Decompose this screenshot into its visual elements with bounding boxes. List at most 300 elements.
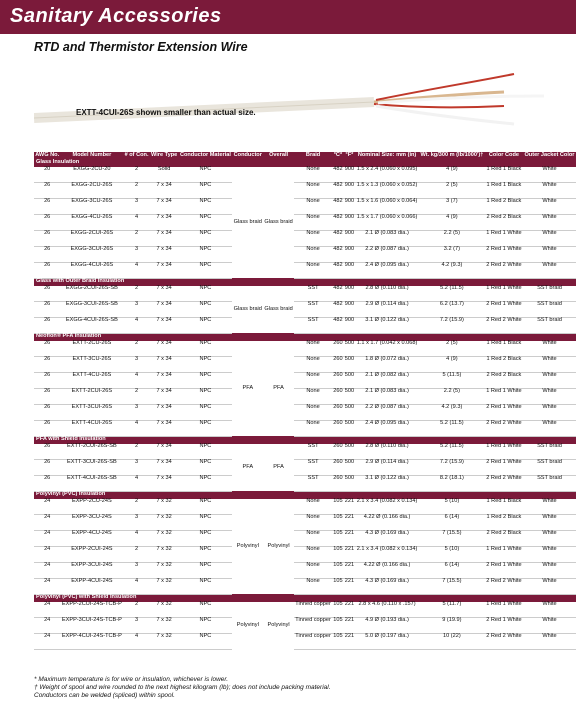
model-cell: EXTT-3CU-26S: [60, 356, 123, 372]
color-code-cell: 1 Red 1 White: [485, 546, 523, 562]
wire-type-cell: 7 x 34: [150, 317, 179, 333]
model-cell: EXGG-3CUI-26S: [60, 246, 123, 262]
jacket-color-cell: White: [523, 388, 576, 404]
braid-cell: Tinned copper: [294, 633, 332, 649]
awg-cell: 26: [34, 262, 60, 278]
footnotes: [34, 676, 574, 699]
weight-cell: 2.2 (5): [419, 388, 485, 404]
braid-cell: Tinned copper: [294, 602, 332, 618]
model-cell: EXPP-2CUI-24S: [60, 546, 123, 562]
size-cell: 2.2 Ø (0.087 dia.): [355, 404, 419, 420]
wire-type-cell: 7 x 34: [150, 404, 179, 420]
material-cell: NPC: [179, 475, 233, 491]
table-row: [34, 182, 576, 198]
braid-cell: SST: [294, 317, 332, 333]
temp-f-cell: 900: [344, 214, 356, 230]
table-row: [34, 633, 576, 649]
awg-cell: 24: [34, 546, 60, 562]
conductor-insulation-cell: Polyvinyl: [236, 542, 259, 549]
con-cell: 2: [123, 388, 149, 404]
wire-type-cell: 7 x 32: [150, 602, 179, 618]
table-row: [34, 341, 576, 357]
header-row: [34, 152, 576, 160]
temp-c-cell: 105: [332, 602, 344, 618]
temp-c-cell: 482: [332, 182, 344, 198]
awg-cell: 26: [34, 475, 60, 491]
column-header: Conductor Material: [179, 152, 231, 158]
braid-cell: None: [294, 356, 332, 372]
temp-f-cell: 900: [344, 317, 356, 333]
model-cell: EXTT-2CUI-26S: [60, 388, 123, 404]
con-cell: 4: [123, 633, 149, 649]
temp-c-cell: 105: [332, 562, 344, 578]
con-cell: 4: [123, 578, 149, 594]
weight-cell: 4.2 (9.3): [419, 404, 485, 420]
wire-type-cell: 7 x 34: [150, 198, 179, 214]
model-cell: EXTT-2CU-26S: [60, 341, 123, 357]
overall-insulation-cell: PFA: [263, 341, 294, 437]
braid-cell: None: [294, 246, 332, 262]
column-header: Color Code: [485, 152, 523, 160]
material-cell: NPC: [179, 214, 233, 230]
wire-type-cell: 7 x 34: [150, 214, 179, 230]
footnote: Conductors can be welded (spliced) within spool.: [34, 691, 175, 699]
material-cell: NPC: [179, 301, 233, 317]
model-cell: EXPP-3CU-24S: [60, 514, 123, 530]
jacket-color-cell: White: [523, 530, 576, 546]
braid-cell: None: [294, 230, 332, 246]
material-cell: NPC: [179, 356, 233, 372]
conductor-insulation-cell: PFA: [242, 463, 254, 470]
column-header: Overall: [263, 152, 294, 160]
awg-cell: 26: [34, 214, 60, 230]
temp-f-cell: 500: [344, 372, 356, 388]
wire-type-cell: 7 x 34: [150, 372, 179, 388]
footnote: * Maximum temperature is for wire or insulation, whichever is lower.: [34, 676, 229, 683]
wire-photo: [34, 58, 576, 150]
color-code-cell: 2 Red 2 Black: [485, 372, 523, 388]
jacket-color-cell: White: [523, 617, 576, 633]
weight-cell: 4.2 (9.3): [419, 262, 485, 278]
size-cell: 4.22 Ø (0.166 dia.): [355, 514, 419, 530]
jacket-color-cell: SST braid: [523, 475, 576, 491]
weight-cell: 5.2 (11.5): [419, 444, 485, 460]
braid-cell: None: [294, 198, 332, 214]
awg-cell: 24: [34, 602, 60, 618]
model-cell: EXGG-2CU-26S: [60, 182, 123, 198]
model-cell: EXPP-4CUI-24S: [60, 578, 123, 594]
table-row: [34, 167, 576, 183]
overall-insulation-cell: PFA: [273, 463, 284, 470]
weight-cell: 2.2 (5): [419, 230, 485, 246]
temp-c-cell: 482: [332, 317, 344, 333]
wire-type-cell: Solid: [150, 167, 179, 183]
temp-c-cell: 105: [332, 546, 344, 562]
braid-cell: SST: [294, 459, 332, 475]
temp-c-cell: 482: [332, 230, 344, 246]
size-cell: 3.1 Ø (0.122 dia.): [355, 317, 419, 333]
wire-type-cell: 7 x 34: [150, 356, 179, 372]
color-code-cell: 2 Red 2 White: [485, 262, 523, 278]
color-code-cell: 2 Red 2 White: [485, 578, 523, 594]
weight-cell: 5 (10): [419, 546, 485, 562]
weight-cell: 5.2 (11.5): [419, 286, 485, 302]
column-header: Wire Type: [150, 152, 178, 158]
size-cell: 4.22 Ø (0.166 dia.): [355, 562, 419, 578]
weight-cell: 2 (5): [419, 182, 485, 198]
braid-cell: None: [294, 530, 332, 546]
weight-cell: 5.2 (11.5): [419, 420, 485, 436]
material-cell: NPC: [179, 198, 233, 214]
table-row: [34, 356, 576, 372]
section-title: PFA with Shield Insulation: [34, 436, 576, 444]
color-code-cell: 1 Red 1 Black: [485, 499, 523, 515]
jacket-color-cell: White: [523, 602, 576, 618]
weight-cell: 4 (9): [419, 167, 485, 183]
material-cell: NPC: [179, 404, 233, 420]
temp-c-cell: 482: [332, 198, 344, 214]
awg-cell: 26: [34, 286, 60, 302]
con-cell: 4: [123, 372, 149, 388]
overall-insulation-cell: Polyvinyl: [263, 602, 294, 650]
model-cell: EXGG-2CUI-26S-SB: [60, 286, 123, 302]
awg-cell: 26: [34, 404, 60, 420]
weight-cell: 2 (5): [419, 341, 485, 357]
temp-c-cell: 105: [332, 514, 344, 530]
temp-c-cell: 482: [332, 286, 344, 302]
color-code-cell: 1 Red 2 Black: [485, 514, 523, 530]
table-row: [34, 475, 576, 491]
jacket-color-cell: White: [523, 262, 576, 278]
awg-cell: 26: [34, 198, 60, 214]
braid-cell: None: [294, 546, 332, 562]
table-row: [34, 578, 576, 594]
material-cell: NPC: [179, 633, 233, 649]
weight-cell: 7.2 (15.9): [419, 317, 485, 333]
weight-cell: 5 (10): [419, 499, 485, 515]
awg-cell: 26: [34, 317, 60, 333]
jacket-color-cell: White: [523, 499, 576, 515]
section-title: Neoflon® PFA Insulation: [34, 333, 576, 341]
wire-type-cell: 7 x 34: [150, 286, 179, 302]
awg-cell: 26: [34, 388, 60, 404]
temp-c-cell: 105: [332, 499, 344, 515]
model-cell: EXTT-4CUI-26S: [60, 420, 123, 436]
jacket-color-cell: White: [523, 578, 576, 594]
material-cell: NPC: [179, 499, 233, 515]
model-cell: EXPP-4CU-24S: [60, 530, 123, 546]
table-row: [34, 404, 576, 420]
model-cell: EXPP-4CUI-24S-TCB-P: [60, 633, 123, 649]
temp-f-cell: 221: [344, 499, 356, 515]
jacket-color-cell: White: [523, 633, 576, 649]
table-row: [34, 198, 576, 214]
con-cell: 2: [123, 444, 149, 460]
awg-cell: 20: [34, 167, 60, 183]
material-cell: NPC: [179, 246, 233, 262]
temp-f-cell: 500: [344, 356, 356, 372]
temp-f-cell: 221: [344, 514, 356, 530]
material-cell: NPC: [179, 546, 233, 562]
size-cell: 3.1 Ø (0.122 dia.): [355, 475, 419, 491]
conductor-insulation-cell: PFA: [232, 341, 263, 437]
temp-f-cell: 221: [344, 530, 356, 546]
braid-cell: None: [294, 341, 332, 357]
wire-illustration: [34, 58, 576, 150]
column-header: Nominal Size: mm (in): [355, 152, 419, 160]
size-cell: 2.8 x 4.6 (0.110 x .157): [355, 602, 419, 618]
size-cell: 4.3 Ø (0.169 dia.): [355, 578, 419, 594]
con-cell: 2: [123, 602, 149, 618]
con-cell: 2: [123, 167, 149, 183]
wire-type-cell: 7 x 34: [150, 246, 179, 262]
temp-c-cell: 105: [332, 617, 344, 633]
temp-c-cell: 260: [332, 444, 344, 460]
jacket-color-cell: SST braid: [523, 301, 576, 317]
braid-cell: None: [294, 562, 332, 578]
table-row: [34, 546, 576, 562]
wire-type-cell: 7 x 34: [150, 301, 179, 317]
model-cell: EXTT-2CUI-26S-SB: [60, 444, 123, 460]
wire-type-cell: 7 x 32: [150, 562, 179, 578]
table-row: [34, 459, 576, 475]
awg-cell: 26: [34, 444, 60, 460]
braid-cell: Tinned copper: [294, 617, 332, 633]
con-cell: 3: [123, 562, 149, 578]
material-cell: NPC: [179, 617, 233, 633]
temp-f-cell: 221: [344, 633, 356, 649]
con-cell: 2: [123, 341, 149, 357]
wire-type-cell: 7 x 32: [150, 546, 179, 562]
awg-cell: 26: [34, 372, 60, 388]
awg-cell: 24: [34, 633, 60, 649]
size-cell: 1.5 x 2.4 (0.060 x 0.095): [355, 167, 419, 183]
awg-cell: 26: [34, 230, 60, 246]
material-cell: NPC: [179, 530, 233, 546]
model-cell: EXTT-3CUI-26S: [60, 404, 123, 420]
weight-cell: 5 (11.5): [419, 372, 485, 388]
awg-cell: 24: [34, 530, 60, 546]
con-cell: 3: [123, 301, 149, 317]
banner-title: Sanitary Accessories: [10, 5, 222, 27]
overall-insulation-cell: Polyvinyl: [267, 542, 290, 549]
wire-type-cell: 7 x 32: [150, 514, 179, 530]
table-row: [34, 420, 576, 436]
model-cell: EXPP-3CUI-24S-TCB-P: [60, 617, 123, 633]
awg-cell: 26: [34, 420, 60, 436]
jacket-color-cell: White: [523, 198, 576, 214]
column-header: AWG No.: [35, 152, 60, 158]
braid-cell: SST: [294, 301, 332, 317]
jacket-color-cell: White: [523, 230, 576, 246]
size-cell: 4.3 Ø (0.169 dia.): [355, 530, 419, 546]
awg-cell: 26: [34, 182, 60, 198]
braid-cell: None: [294, 182, 332, 198]
wire-type-cell: 7 x 34: [150, 444, 179, 460]
temp-f-cell: 221: [344, 546, 356, 562]
weight-cell: 6.2 (13.7): [419, 301, 485, 317]
color-code-cell: 1 Red 1 White: [485, 286, 523, 302]
temp-c-cell: 260: [332, 475, 344, 491]
weight-cell: 3 (7): [419, 198, 485, 214]
temp-f-cell: 221: [344, 602, 356, 618]
color-code-cell: 1 Red 1 White: [485, 388, 523, 404]
wire-type-cell: 7 x 34: [150, 475, 179, 491]
column-header: Model Number: [60, 152, 123, 160]
temp-f-cell: 500: [344, 404, 356, 420]
wire-type-cell: 7 x 34: [150, 420, 179, 436]
temp-f-cell: 500: [344, 420, 356, 436]
wire-type-cell: 7 x 34: [150, 459, 179, 475]
con-cell: 2: [123, 499, 149, 515]
overall-insulation-cell: Glass braid: [263, 286, 294, 334]
material-cell: NPC: [179, 459, 233, 475]
con-cell: 3: [123, 459, 149, 475]
section-title: Glass Insulation: [34, 160, 576, 167]
braid-cell: None: [294, 499, 332, 515]
size-cell: 1.8 Ø (0.072 dia.): [355, 356, 419, 372]
color-code-cell: 2 Red 1 White: [485, 617, 523, 633]
color-code-cell: 1 Red 2 Black: [485, 356, 523, 372]
table-row: [34, 602, 576, 618]
color-code-cell: 1 Red 2 Black: [485, 198, 523, 214]
temp-c-cell: 260: [332, 459, 344, 475]
table-row: [34, 230, 576, 246]
size-cell: 1.5 x 1.7 (0.060 x 0.066): [355, 214, 419, 230]
con-cell: 2: [123, 546, 149, 562]
color-code-cell: 2 Red 1 White: [485, 404, 523, 420]
awg-cell: 24: [34, 514, 60, 530]
temp-c-cell: 260: [332, 388, 344, 404]
material-cell: NPC: [179, 420, 233, 436]
temp-f-cell: 900: [344, 167, 356, 183]
temp-f-cell: 900: [344, 230, 356, 246]
size-cell: 2.1 x 3.4 (0.082 x 0.134): [355, 546, 419, 562]
table-row: [34, 372, 576, 388]
model-cell: EXGG-2CUI-26S: [60, 230, 123, 246]
weight-cell: 8.2 (18.1): [419, 475, 485, 491]
jacket-color-cell: SST braid: [523, 459, 576, 475]
section-title: Polyvinyl (PVC) with Shield Insulation: [34, 594, 576, 602]
material-cell: NPC: [179, 444, 233, 460]
temp-c-cell: 482: [332, 214, 344, 230]
size-cell: 1.1 x 1.7 (0.042 x 0.068): [355, 341, 419, 357]
wire-type-cell: 7 x 32: [150, 617, 179, 633]
temp-c-cell: 105: [332, 578, 344, 594]
table-row: [34, 286, 576, 302]
temp-f-cell: 500: [344, 444, 356, 460]
temp-f-cell: 500: [344, 475, 356, 491]
color-code-cell: 2 Red 2 White: [485, 475, 523, 491]
photo-caption: EXTT-4CUI-26S shown smaller than actual size.: [76, 108, 256, 117]
color-code-cell: 2 Red 2 White: [485, 420, 523, 436]
color-code-cell: 1 Red 1 Black: [485, 341, 523, 357]
wire-type-cell: 7 x 32: [150, 499, 179, 515]
temp-c-cell: 260: [332, 372, 344, 388]
temp-f-cell: 500: [344, 388, 356, 404]
braid-cell: None: [294, 167, 332, 183]
column-header: Wt. kg/300 m (lb/1000')†: [420, 152, 484, 158]
model-cell: EXGG-3CUI-26S-SB: [60, 301, 123, 317]
jacket-color-cell: White: [523, 420, 576, 436]
model-cell: EXPP-2CUI-24S-TCB-P: [60, 602, 123, 618]
material-cell: NPC: [179, 182, 233, 198]
con-cell: 3: [123, 198, 149, 214]
con-cell: 4: [123, 420, 149, 436]
weight-cell: 4 (9): [419, 214, 485, 230]
model-cell: EXGG-2CU-20: [60, 167, 123, 183]
color-code-cell: 2 Red 2 Black: [485, 530, 523, 546]
conductor-insulation-cell: Polyvinyl: [232, 602, 263, 650]
temp-c-cell: 105: [332, 530, 344, 546]
jacket-color-cell: White: [523, 356, 576, 372]
page-banner: [0, 0, 576, 34]
color-code-cell: 2 Red 2 Black: [485, 214, 523, 230]
size-cell: 2.4 Ø (0.095 dia.): [355, 262, 419, 278]
conductor-insulation-cell: Glass braid: [232, 286, 263, 334]
braid-cell: SST: [294, 444, 332, 460]
size-cell: 2.1 Ø (0.082 dia.): [355, 372, 419, 388]
temp-c-cell: 482: [332, 262, 344, 278]
color-code-cell: 1 Red 1 White: [485, 444, 523, 460]
size-cell: 1.5 x 1.6 (0.060 x 0.064): [355, 198, 419, 214]
model-cell: EXGG-4CUI-26S-SB: [60, 317, 123, 333]
con-cell: 4: [123, 530, 149, 546]
model-cell: EXGG-4CUI-26S: [60, 262, 123, 278]
color-code-cell: 2 Red 1 White: [485, 562, 523, 578]
wire-type-cell: 7 x 34: [150, 230, 179, 246]
con-cell: 3: [123, 514, 149, 530]
color-code-cell: 1 Red 1 White: [485, 230, 523, 246]
table-row: [34, 246, 576, 262]
braid-cell: None: [294, 372, 332, 388]
awg-cell: 24: [34, 578, 60, 594]
temp-c-cell: 260: [332, 420, 344, 436]
column-header: °C*: [333, 152, 343, 158]
material-cell: NPC: [179, 230, 233, 246]
size-cell: 2.9 Ø (0.114 dia.): [355, 459, 419, 475]
jacket-color-cell: White: [523, 182, 576, 198]
jacket-color-cell: White: [523, 341, 576, 357]
jacket-color-cell: White: [523, 372, 576, 388]
material-cell: NPC: [179, 372, 233, 388]
column-header: °F*: [345, 152, 354, 158]
weight-cell: 9 (19.9): [419, 617, 485, 633]
temp-c-cell: 260: [332, 356, 344, 372]
jacket-color-cell: White: [523, 546, 576, 562]
braid-cell: None: [294, 420, 332, 436]
temp-f-cell: 900: [344, 262, 356, 278]
size-cell: 4.9 Ø (0.193 dia.): [355, 617, 419, 633]
jacket-color-cell: White: [523, 167, 576, 183]
jacket-color-cell: White: [523, 246, 576, 262]
temp-c-cell: 482: [332, 301, 344, 317]
wire-type-cell: 7 x 34: [150, 388, 179, 404]
con-cell: 4: [123, 317, 149, 333]
model-cell: EXTT-4CUI-26S-SB: [60, 475, 123, 491]
material-cell: NPC: [179, 388, 233, 404]
weight-cell: 7.2 (15.9): [419, 459, 485, 475]
table-row: [34, 514, 576, 530]
size-cell: 2.1 x 3.4 (0.082 x 0.134): [355, 499, 419, 515]
wire-type-cell: 7 x 32: [150, 578, 179, 594]
temp-f-cell: 221: [344, 562, 356, 578]
color-code-cell: 1 Red 1 White: [485, 602, 523, 618]
awg-cell: 24: [34, 617, 60, 633]
size-cell: 2.8 Ø (0.110 dia.): [355, 444, 419, 460]
model-cell: EXPP-2CU-24S: [60, 499, 123, 515]
conductor-insulation-cell: Glass braid: [232, 167, 263, 279]
